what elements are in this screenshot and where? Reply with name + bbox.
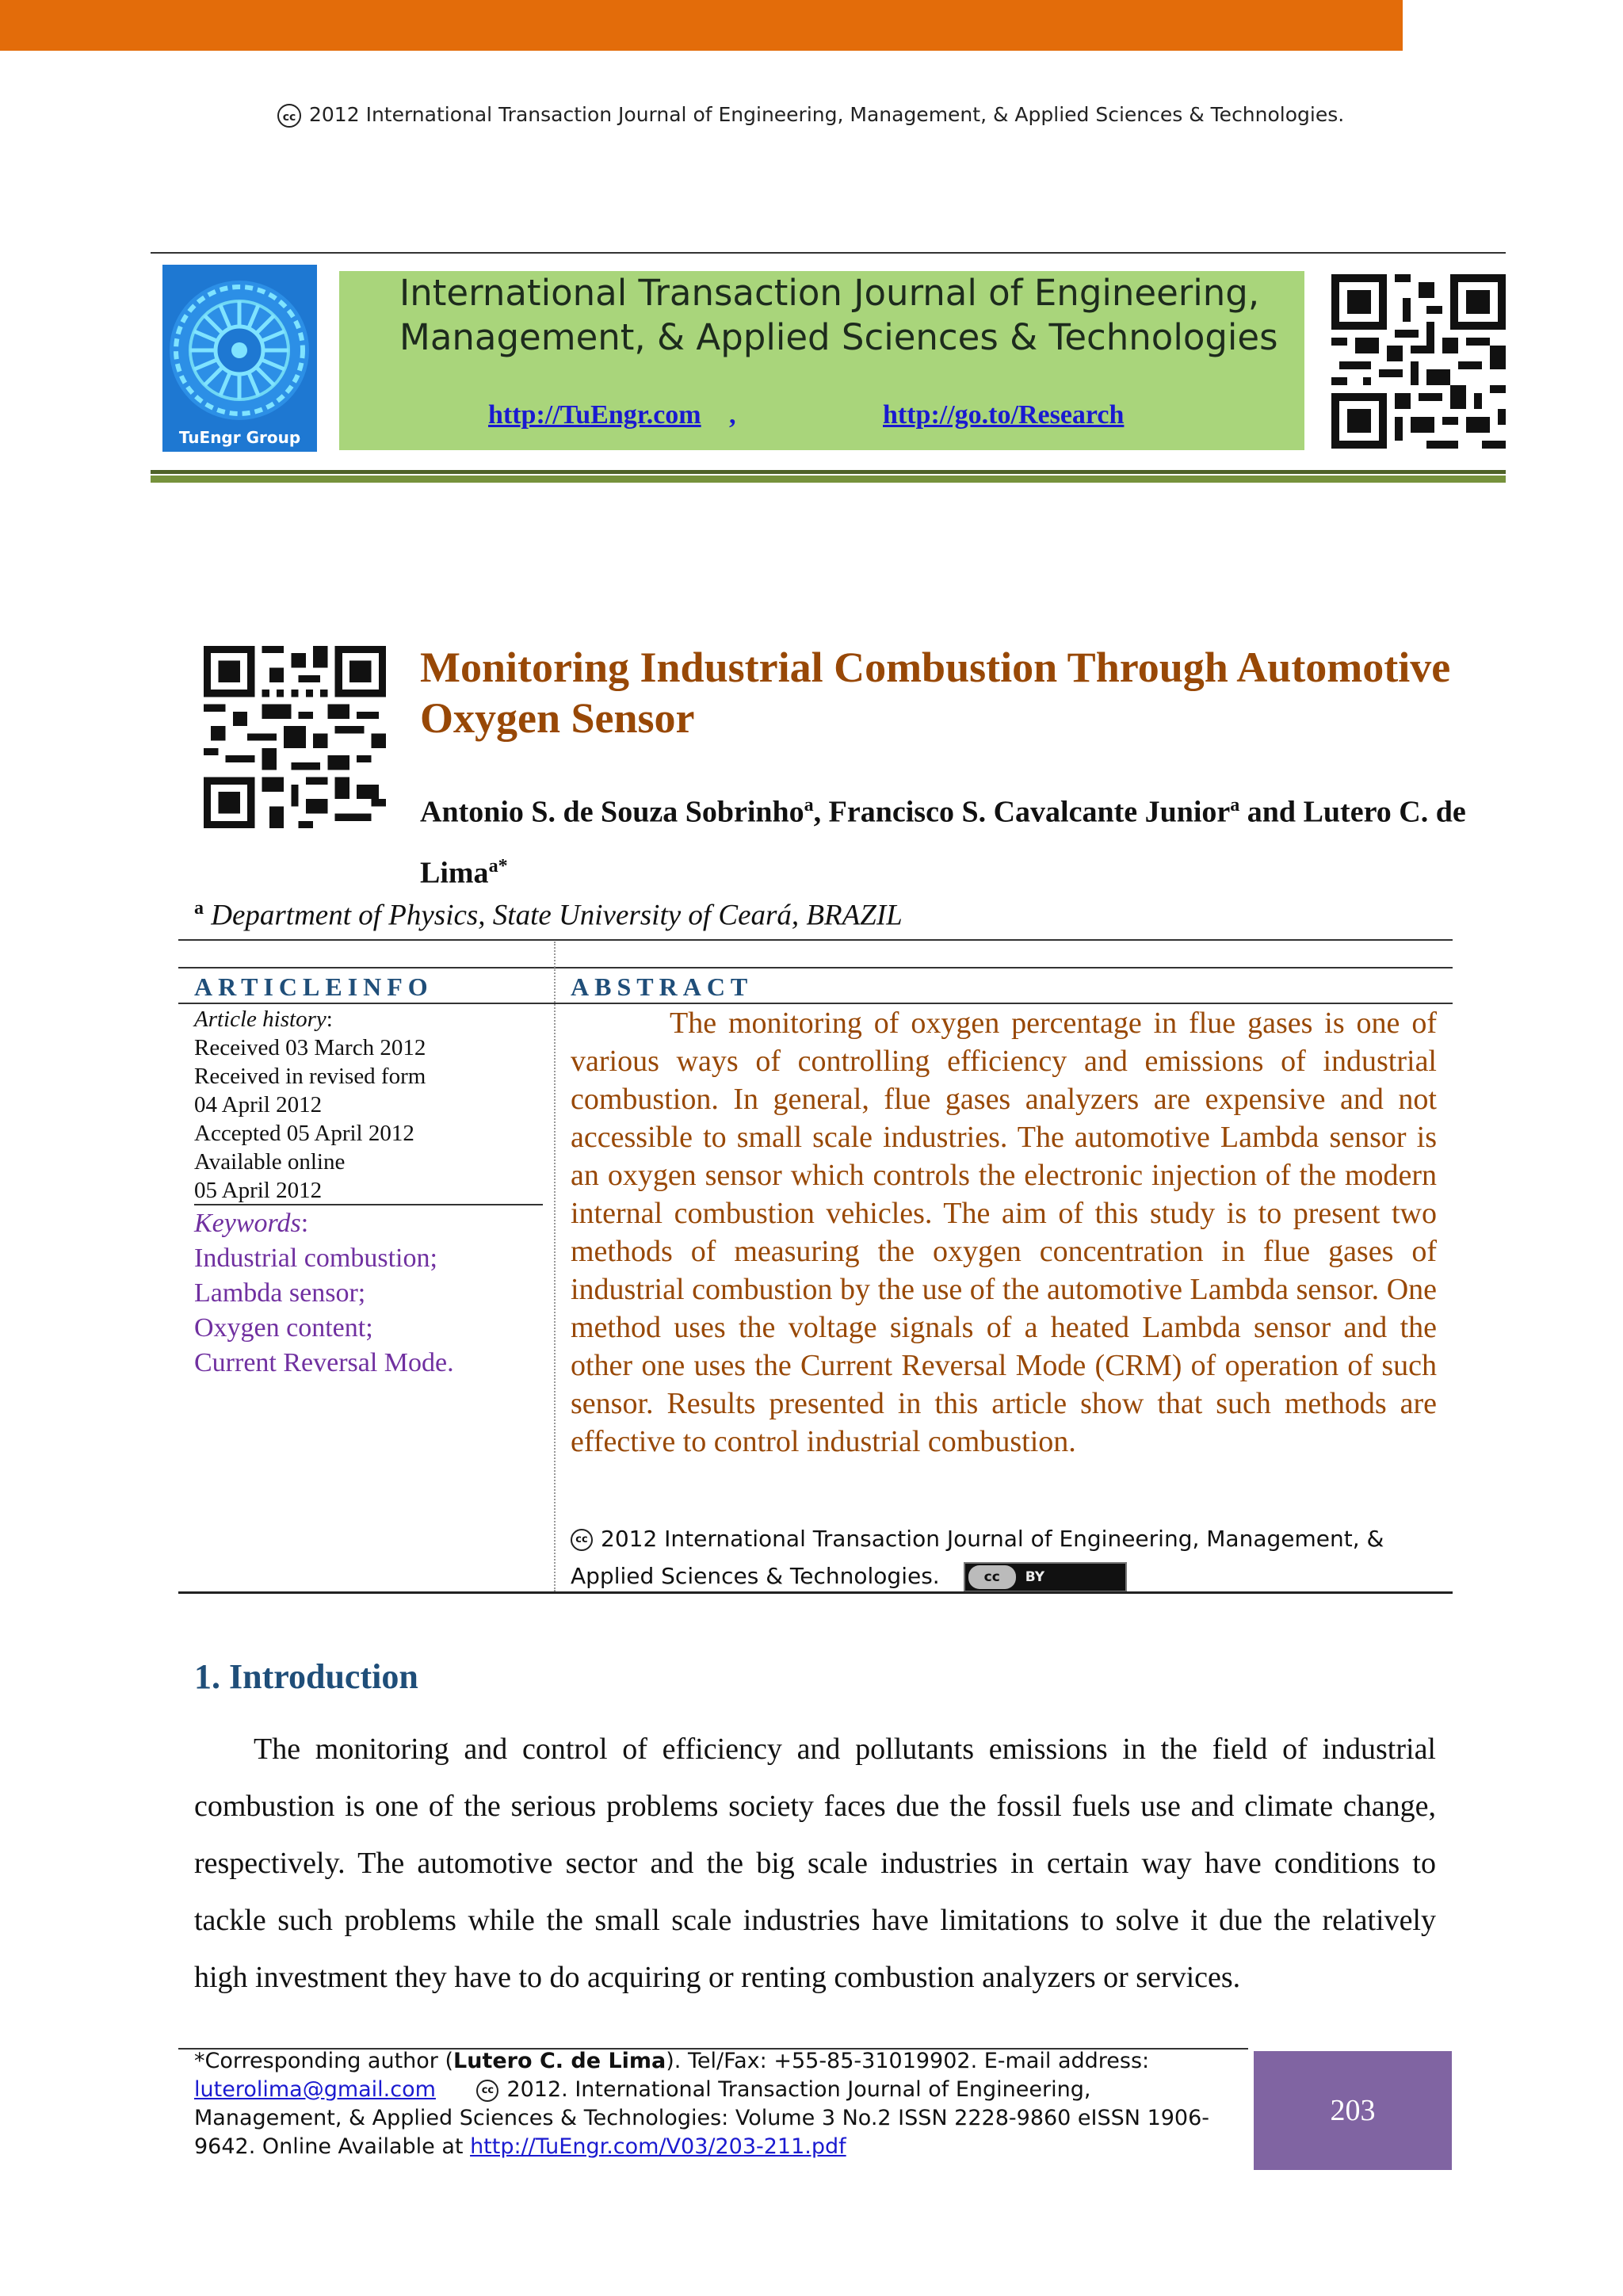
keywords-label: Keywords: (194, 1209, 309, 1238)
abstract-copyright (571, 1520, 1434, 1595)
keyword-item: Lambda sensor; (194, 1278, 366, 1308)
creative-commons-icon: cc (277, 104, 301, 128)
affiliation-mark: a (1230, 795, 1240, 816)
running-header-text: 2012 International Transaction Journal of Engineering, Management, & Applied Sciences & Technologies. (309, 103, 1345, 126)
introduction-text (194, 1721, 1436, 2006)
journal-logo (162, 265, 317, 452)
abstract-heading: ABSTRACT (571, 972, 754, 1001)
abstract-copyright-text: 2012 International Transaction Journal of Engineering, Management, & Applied Sciences & Technologies. (571, 1526, 1384, 1589)
logo-text: TuEngr Group (178, 428, 301, 447)
introduction-body: The monitoring and control of efficiency and pollutants emissions in the field of industrial combustion is one of the serious problems society faces due the fossil fuels use and climate change, respectively. The automotive sector and the big scale industries in certain way have conditions to tackle such problems while the small scale industries have limitations to solve it due the relatively high investment they have to do acquiring or renting combustion analyzers or services. (194, 1733, 1436, 1994)
author-separator: and (1239, 795, 1304, 829)
history-line: Accepted 05 April 2012 (194, 1121, 414, 1146)
page-number: 203 (1254, 2051, 1452, 2170)
author-3: Lutero C. de Lima (420, 795, 1466, 890)
article-history (194, 1005, 543, 1205)
corresponding-prefix: *Corresponding author ( (194, 2049, 454, 2073)
creative-commons-icon: cc (476, 2080, 498, 2102)
email-link[interactable]: luterolima@gmail.com (194, 2077, 436, 2102)
abstract-bottom-rule (178, 1591, 1453, 1594)
wheel-logo-icon (162, 265, 317, 452)
creative-commons-icon: cc (571, 1529, 593, 1551)
abstract-body: The monitoring of oxygen percentage in flue gases is one of various ways of controlling efficiency and emissions of industrial combustion. In general, flue gases analyzers are expensive and not accessible to small scale industries. The automotive Lambda sensor is an oxygen sensor which controls the electronic injection of the modern internal combustion vehicles. The aim of this study is to present two methods of measuring the oxygen concentration in flue gases of industrial combustion by the use of the automotive Lambda sensor. One method uses the voltage signals of a heated Lambda sensor and the other one uses the Current Reversal Mode (CRM) of operation of such sensor. Results presented in this article show that such methods are effective to control industrial combustion. (571, 1007, 1437, 1458)
footnote (194, 2047, 1236, 2161)
research-url-link[interactable]: http://go.to/Research (883, 400, 1125, 430)
cc-by-license-badge[interactable] (964, 1562, 1127, 1592)
affiliation-mark: a (804, 795, 814, 816)
cc-badge-part: cc (968, 1565, 1016, 1589)
history-line: Available online (194, 1149, 346, 1175)
article-title: Monitoring Industrial Combustion Through Automotive Oxygen Sensor (420, 644, 1451, 742)
corresponding-author-name: Lutero C. de Lima (453, 2049, 666, 2073)
url-separator: , (729, 400, 736, 430)
article-info-heading: ARTICLEINFO (194, 972, 433, 1001)
info-top-rule (178, 967, 1453, 968)
qr-code-icon (1331, 274, 1506, 449)
abstract-text (571, 1004, 1437, 1461)
author-list (420, 778, 1482, 900)
journal-title: International Transaction Journal of Engineering, Management, & Applied Sciences & Technologies (399, 272, 1278, 358)
footer-copyright-text: 2012. International Transaction Journal of Engineering, Management, & Applied Sciences & Technologies: Volume 3 No.2 ISSN 2228-9860 eISSN 1906-9642. Online Available at (194, 2077, 1210, 2159)
keyword-item: Industrial combustion; (194, 1244, 437, 1273)
affiliation (194, 898, 903, 932)
keywords (194, 1206, 543, 1381)
keywords-rule (194, 1204, 543, 1205)
author-separator: , (813, 795, 829, 829)
corresponding-contact: ). Tel/Fax: +55-85-31019902. E-mail address: (666, 2049, 1150, 2073)
corresponding-mark: a* (488, 855, 508, 877)
section-heading: 1. Introduction (194, 1657, 418, 1696)
by-badge-part: BY (1025, 1569, 1045, 1585)
history-line: Received in revised form (194, 1064, 426, 1089)
top-accent-bar (0, 0, 1403, 51)
history-line: 04 April 2012 (194, 1092, 323, 1117)
article-qr-code-icon (204, 646, 386, 828)
author-2: Francisco S. Cavalcante Junior (828, 795, 1231, 829)
affiliation-rule (178, 939, 1453, 941)
author-1: Antonio S. de Souza Sobrinho (420, 795, 804, 829)
affiliation-mark: a (194, 898, 204, 919)
keyword-item: Oxygen content; (194, 1313, 373, 1343)
keyword-item: Current Reversal Mode. (194, 1348, 454, 1377)
header-top-rule (151, 252, 1506, 254)
pdf-url-link[interactable]: http://TuEngr.com/V03/203-211.pdf (470, 2134, 846, 2159)
header-band-light (151, 476, 1506, 483)
column-divider (554, 942, 556, 1591)
history-line: 05 April 2012 (194, 1178, 323, 1203)
running-header (277, 103, 1344, 128)
affiliation-text: Department of Physics, State University of Ceará, BRAZIL (211, 899, 903, 932)
header-band-dark (151, 470, 1506, 474)
history-label: Article history: (194, 1007, 333, 1032)
history-line: Received 03 March 2012 (194, 1035, 426, 1060)
journal-url-link[interactable]: http://TuEngr.com (488, 400, 701, 430)
